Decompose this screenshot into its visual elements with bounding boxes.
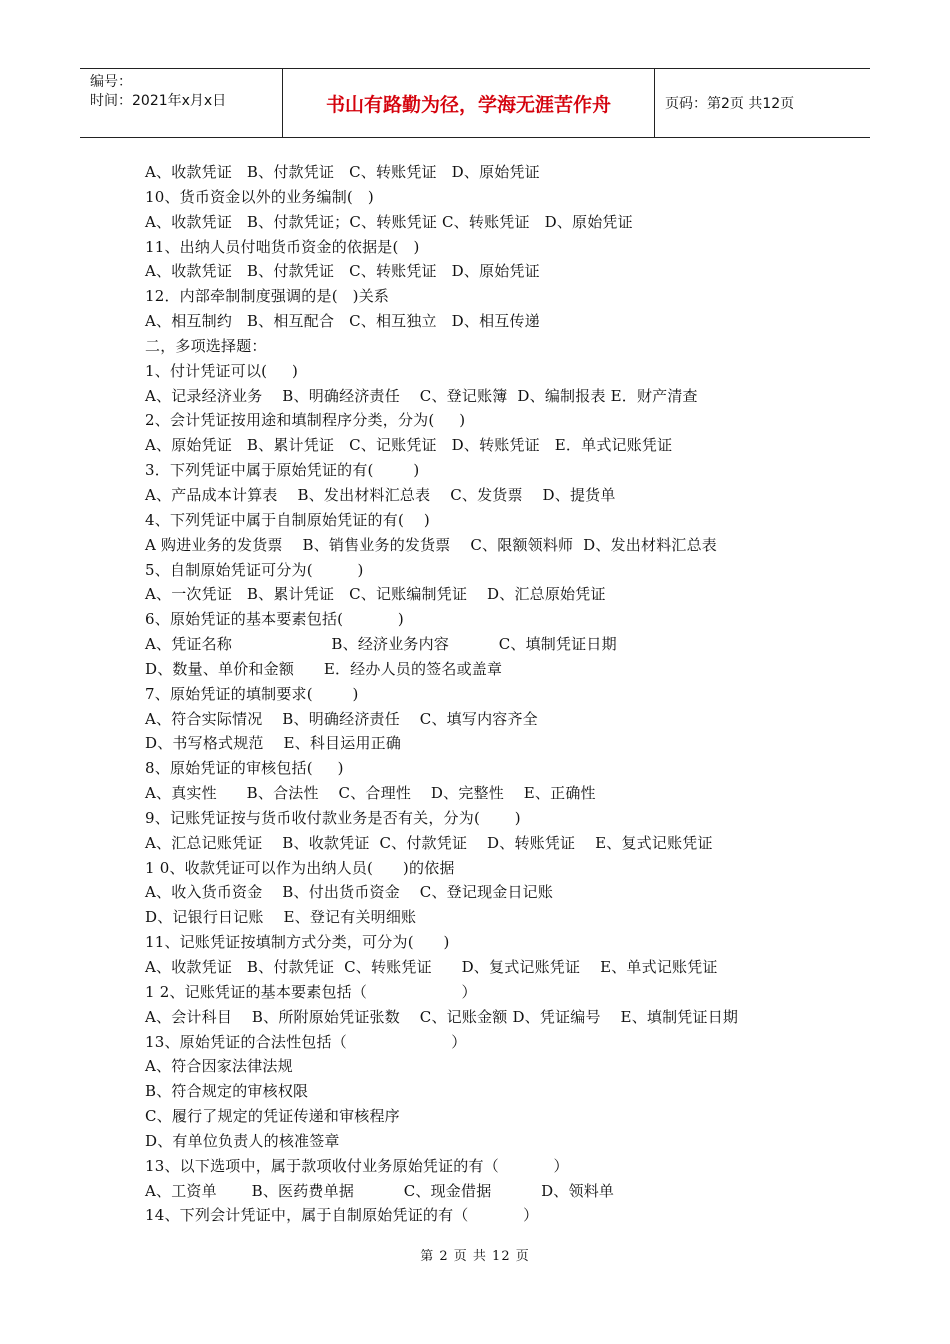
text-line: 14、下列会计凭证中，属于自制原始凭证的有（ ） xyxy=(145,1206,539,1225)
text-line: 3．下列凭证中属于原始凭证的有( ) xyxy=(145,461,420,480)
text-line: 1、付计凭证可以( ) xyxy=(145,361,299,380)
text-line: 12．内部牵制制度强调的是( )关系 xyxy=(145,287,390,306)
text-line: A、收款凭证 B、付款凭证 C、转账凭证 D、原始凭证 xyxy=(145,163,540,181)
text-line: 7、原始凭证的填制要求( ) xyxy=(145,684,359,703)
motto-text: 书山有路勤为径，学海无涯苦作舟 xyxy=(325,93,611,116)
text-line: 13、以下选项中，属于款项收付业务原始凭证的有（ ） xyxy=(145,1156,569,1175)
footer-page-number: 第 2 页 共 12 页 xyxy=(420,1249,530,1264)
text-line: A、真实性 B、合法性 C、合理性 D、完整性 E、正确性 xyxy=(145,784,596,803)
text-line: 2、会计凭证按用途和填制程序分类，分为( ) xyxy=(145,411,466,430)
text-line: A、产品成本计算表 B、发出材料汇总表 C、发货票 D、提货单 xyxy=(145,485,616,504)
number-label: 编号： xyxy=(90,74,132,90)
text-line: D、记银行日记账 E、登记有关明细账 xyxy=(145,908,417,927)
text-line: A、收入货币资金 B、付出货币资金 C、登记现金日记账 xyxy=(145,883,554,902)
text-line: A、凭证名称 B、经济业务内容 C、填制凭证日期 xyxy=(145,635,617,654)
text-line: 4、下列凭证中属于自制原始凭证的有( ) xyxy=(145,510,430,529)
text-line: C、履行了规定的凭证传递和审核程序 xyxy=(145,1107,400,1126)
text-line: A、工资单 B、医药费单据 C、现金借据 D、领料单 xyxy=(145,1181,615,1200)
text-line: 11、出纳人员付咄货币资金的依据是( ) xyxy=(145,237,420,256)
text-line: A、记录经济业务 B、明确经济责任 C、登记账簿 D、编制报表 E．财产清查 xyxy=(145,386,698,405)
text-line: 8、原始凭证的审核包括( ) xyxy=(145,759,344,778)
text-line: D、数量、单价和金额 E．经办人员的签名或盖章 xyxy=(145,659,503,678)
text-line: 11、记账凭证按填制方式分类，可分为( ) xyxy=(145,933,450,952)
text-line: A、收款凭证 B、付款凭证；C、转账凭证 C、转账凭证 D、原始凭证 xyxy=(145,212,633,231)
header-motto xyxy=(283,69,655,137)
document-body xyxy=(145,160,845,1228)
text-line: A 购进业务的发货票 B、销售业务的发货票 C、限额领料师 D、发出材料汇总表 xyxy=(145,535,718,554)
page-header xyxy=(80,68,870,138)
text-line: 5、自制原始凭证可分为( ) xyxy=(145,560,364,579)
text-line: A、汇总记账凭证 B、收款凭证 C、付款凭证 D、转账凭证 E、复式记账凭证 xyxy=(145,833,713,852)
text-line: A、相互制约 B、相互配合 C、相互独立 D、相互传递 xyxy=(145,312,540,331)
text-line: 13、原始凭证的合法性包括（ ） xyxy=(145,1032,467,1051)
text-line: D、书写格式规范 E、科目运用正确 xyxy=(145,734,402,753)
text-line: 1 2、记账凭证的基本要素包括（ ） xyxy=(145,982,477,1001)
text-line: A、会计科目 B、所附原始凭证张数 C、记账金额 D、凭证编号 E、填制凭证日期 xyxy=(145,1007,739,1026)
text-line: A、收款凭证 B、付款凭证 C、转账凭证 D、原始凭证 xyxy=(145,262,540,281)
text-line: D、有单位负责人的核准签章 xyxy=(145,1131,340,1150)
text-line: A、符合因家法律法规 xyxy=(145,1057,293,1076)
text-line: 10、货币资金以外的业务编制( ) xyxy=(145,187,374,206)
text-line: 9、记账凭证按与货币收付款业务是否有关，分为( ) xyxy=(145,808,521,827)
header-page-info xyxy=(655,69,870,137)
text-line: A、原始凭证 B、累计凭证 C、记账凭证 D、转账凭证 E．单式记账凭证 xyxy=(145,436,673,455)
text-line: A、符合实际情况 B、明确经济责任 C、填写内容齐全 xyxy=(145,709,538,728)
page-footer xyxy=(0,1245,950,1264)
text-line: 二，多项选择题： xyxy=(145,336,267,355)
text-line: 1 0、收款凭证可以作为出纳人员( )的依据 xyxy=(145,858,455,877)
time-label: 时间：2021年x月x日 xyxy=(90,93,227,109)
header-meta xyxy=(80,69,283,137)
page-info-text: 页码：第2页 共12页 xyxy=(665,96,795,112)
text-line: 6、原始凭证的基本要素包括( ) xyxy=(145,610,404,629)
text-line: B、符合规定的审核权限 xyxy=(145,1082,309,1101)
text-line: A、收款凭证 B、付款凭证 C、转账凭证 D、复式记账凭证 E、单式记账凭证 xyxy=(145,958,718,976)
text-line: A、一次凭证 B、累计凭证 C、记账编制凭证 D、汇总原始凭证 xyxy=(145,585,606,604)
